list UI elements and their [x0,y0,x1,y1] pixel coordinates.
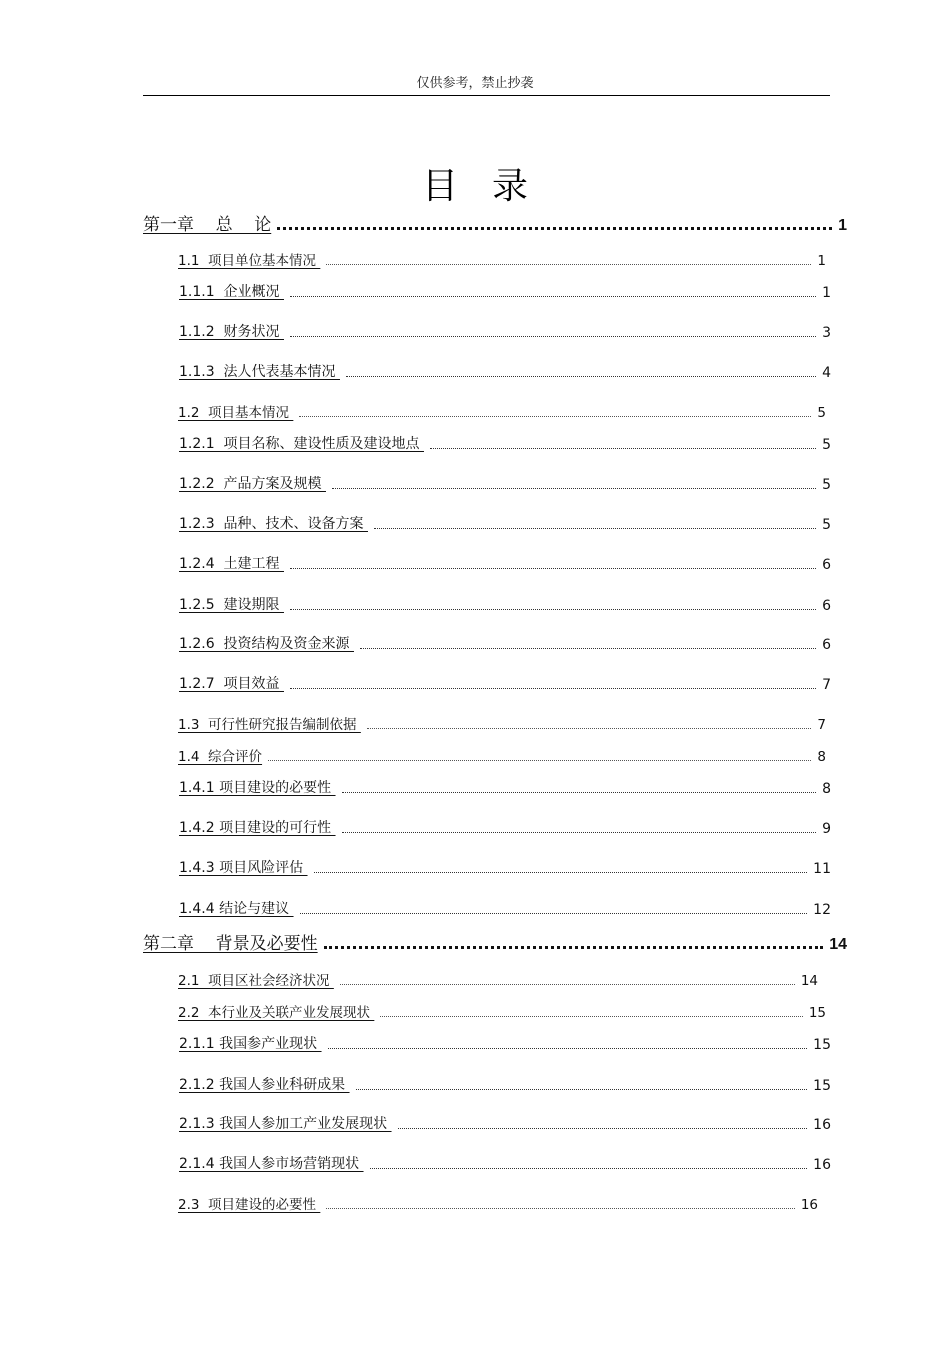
toc-page-number: 12 [813,902,831,918]
toc-entry[interactable] [179,815,831,837]
toc-page-number: 6 [822,557,831,573]
toc-dot-leader [342,792,817,793]
toc-entry-label: 1.4.4 结论与建议 [179,901,294,917]
toc-page-number: 5 [822,477,831,493]
toc-entry-label: 1.1.3 法人代表基本情况 [179,364,340,380]
toc-page-number: 5 [817,405,826,421]
toc-dot-leader [367,728,812,729]
toc-entry[interactable] [179,511,831,533]
toc-page-number: 3 [822,325,831,341]
toc-page-number: 7 [822,677,831,693]
toc-dot-leader [290,688,816,689]
toc-entry[interactable] [179,551,831,573]
toc-page-number: 15 [808,1005,826,1021]
toc-page-number: 16 [800,1197,818,1213]
toc-dot-leader [299,416,811,417]
toc-dot-leader [398,1128,808,1129]
toc-entry[interactable] [179,319,831,341]
toc-entry-label: 1.2.2 产品方案及规模 [179,476,326,492]
toc-page-number: 9 [822,821,831,837]
toc-entry-label: 2.2 本行业及关联产业发展现状 [178,1005,375,1021]
toc-page-number: 5 [822,517,831,533]
toc-entry[interactable] [179,1151,831,1173]
toc-page-number: 1 [822,285,831,301]
toc-page-number: 11 [813,861,831,877]
toc-entry-label: 2.1.1 我国参产业现状 [179,1036,322,1052]
toc-entry[interactable] [179,592,831,614]
toc-entry[interactable] [143,932,847,954]
toc-entry-label: 1.4 综合评价 [178,749,263,765]
toc-entry[interactable] [178,399,826,421]
toc-entry[interactable] [179,896,831,918]
toc-page-number: 16 [813,1117,831,1133]
toc-page-number: 15 [813,1078,831,1094]
toc-entry[interactable] [179,431,831,453]
toc-dot-leader [340,984,795,985]
toc-page-number: 6 [822,637,831,653]
toc-page-number: 16 [813,1157,831,1173]
toc-dot-leader [346,376,816,377]
toc-dot-leader [332,488,816,489]
toc-entry-label: 1.4.3 项目风险评估 [179,860,308,876]
toc-page-number: 1 [817,253,826,269]
toc-dot-leader [356,1089,808,1090]
toc-entry-label: 1.4.1 项目建设的必要性 [179,780,336,796]
toc-entry[interactable] [179,359,831,381]
toc-page-number: 4 [822,365,831,381]
toc-page-number: 15 [813,1037,831,1053]
toc-dot-leader [370,1168,808,1169]
toc-dot-leader [290,568,816,569]
toc-entry-label: 1.2.5 建设期限 [179,597,284,613]
toc-entry[interactable] [179,1111,831,1133]
toc-entry[interactable] [178,711,826,733]
toc-entry[interactable] [179,471,831,493]
toc-entry[interactable] [178,1191,818,1213]
toc-entry-label: 第一章 总 论 [143,215,272,235]
toc-page-number: 7 [817,717,826,733]
toc-entry-label: 2.1.2 我国人参业科研成果 [179,1077,350,1093]
toc-dot-leader [300,913,808,914]
toc-entry-label: 2.1.3 我国人参加工产业发展现状 [179,1116,392,1132]
toc-entry[interactable] [179,855,831,877]
toc-page-number: 14 [800,973,818,989]
toc-dot-leader [430,448,816,449]
toc-dot-leader [360,648,816,649]
toc-entry[interactable] [178,967,818,989]
toc-entry-label: 2.1.4 我国人参市场营销现状 [179,1156,364,1172]
toc-entry[interactable] [178,743,826,765]
toc-dot-leader [326,264,811,265]
toc-title: 目录 [421,166,562,207]
toc-entry[interactable] [178,999,826,1021]
toc-page-number: 14 [829,936,847,953]
toc-entry-label: 1.3 可行性研究报告编制依据 [178,717,361,733]
toc-entry[interactable] [179,775,831,797]
toc-entry-label: 1.1 项目单位基本情况 [178,253,321,269]
toc-page-number: 5 [822,437,831,453]
toc-entry[interactable] [179,631,831,653]
toc-entry-label: 1.2 项目基本情况 [178,405,294,421]
toc-dot-leader [268,760,811,761]
toc-page-number: 1 [838,217,847,234]
toc-entry[interactable] [179,1072,831,1094]
toc-entry-label: 2.1 项目区社会经济状况 [178,973,334,989]
toc-entry-label: 1.1.2 财务状况 [179,324,284,340]
toc-entry[interactable] [179,671,831,693]
toc-entry-label: 1.4.2 项目建设的可行性 [179,820,336,836]
toc-dot-leader [290,609,816,610]
toc-dot-leader [277,227,832,230]
toc-entry[interactable] [143,213,847,235]
toc-entry-label: 1.1.1 企业概况 [179,284,284,300]
toc-entry-label: 1.2.7 项目效益 [179,676,284,692]
page-header-text: 仅供参考，禁止抄袭 [416,76,534,91]
toc-dot-leader [324,946,824,949]
toc-page-number: 8 [822,781,831,797]
header-rule [143,95,830,96]
toc-entry-label: 1.2.3 品种、技术、设备方案 [179,516,368,532]
toc-entry[interactable] [179,279,831,301]
toc-entry[interactable] [178,247,826,269]
toc-page-number: 6 [822,598,831,614]
toc-dot-leader [342,832,817,833]
toc-dot-leader [328,1048,808,1049]
toc-page-number: 8 [817,749,826,765]
toc-entry-label: 1.2.4 土建工程 [179,556,284,572]
toc-entry-label: 1.2.6 投资结构及资金来源 [179,636,354,652]
toc-dot-leader [290,336,816,337]
toc-dot-leader [290,296,816,297]
toc-dot-leader [380,1016,802,1017]
toc-dot-leader [326,1208,794,1209]
toc-entry[interactable] [179,1031,831,1053]
toc-dot-leader [374,528,816,529]
toc-entry-label: 1.2.1 项目名称、建设性质及建设地点 [179,436,424,452]
toc-entry-label: 2.3 项目建设的必要性 [178,1197,321,1213]
toc-entry-label: 第二章 背景及必要性 [143,934,318,954]
toc-dot-leader [314,872,808,873]
